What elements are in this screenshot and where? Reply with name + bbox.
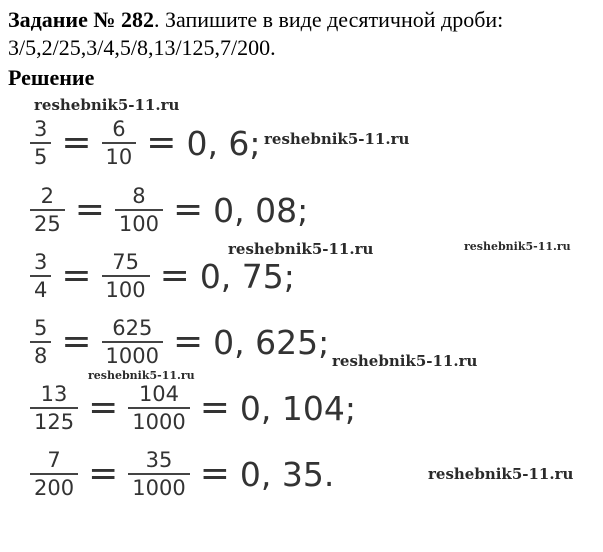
- numerator: 8: [132, 184, 146, 208]
- watermark: reshebnik5-11.ru: [264, 130, 410, 148]
- fraction: [30, 250, 51, 302]
- fraction: [102, 117, 137, 169]
- equals-sign: =: [173, 321, 204, 362]
- equals-sign: =: [61, 321, 92, 362]
- denominator: 1000: [132, 410, 186, 434]
- equals-sign: =: [173, 189, 204, 230]
- fraction: [30, 117, 51, 169]
- task-text: . Запишите в виде десятичной дроби: 3/5,2/25,3/4,5/8,13/125,7/200.: [8, 7, 504, 60]
- equals-sign: =: [61, 255, 92, 296]
- decimal-result: 0, 08;: [213, 190, 309, 230]
- equation-row: [30, 444, 334, 504]
- fraction: [30, 448, 78, 500]
- numerator: 6: [112, 117, 126, 141]
- task-label: Задание № 282: [8, 7, 154, 32]
- fraction: [128, 448, 189, 500]
- decimal-result: 0, 35.: [239, 454, 335, 494]
- watermark: reshebnik5-11.ru: [228, 240, 374, 258]
- equation-row: [30, 378, 356, 438]
- denominator: 1000: [132, 476, 186, 500]
- fraction-bar: [128, 407, 189, 409]
- decimal-result: 0, 625;: [213, 322, 330, 362]
- watermark: reshebnik5-11.ru: [464, 240, 571, 253]
- numerator: 2: [40, 184, 55, 208]
- denominator: 100: [118, 212, 159, 236]
- equals-sign: =: [199, 453, 230, 494]
- solution-heading: Решение: [8, 65, 95, 90]
- equals-sign: =: [88, 387, 119, 428]
- fraction: [128, 382, 189, 434]
- numerator: 5: [34, 316, 48, 340]
- fraction-bar: [102, 341, 163, 343]
- watermark: reshebnik5-11.ru: [88, 369, 195, 382]
- equals-sign: =: [61, 122, 92, 163]
- fraction: [30, 184, 65, 236]
- equation-row: [30, 312, 329, 372]
- equation-row: [30, 180, 308, 240]
- numerator: 3: [34, 250, 48, 274]
- equals-sign: =: [146, 122, 177, 163]
- fraction-bar: [30, 341, 51, 343]
- fraction-bar: [102, 275, 150, 277]
- fraction: [102, 316, 163, 368]
- denominator: 1000: [105, 344, 159, 368]
- denominator: 25: [34, 212, 61, 236]
- denominator: 10: [105, 145, 133, 169]
- fraction: [115, 184, 163, 236]
- equation-row: [30, 246, 295, 306]
- fraction-bar: [128, 473, 189, 475]
- watermark: reshebnik5-11.ru: [332, 352, 478, 370]
- decimal-result: 0, 104;: [239, 388, 356, 428]
- numerator: 3: [34, 117, 48, 141]
- equation-row: [30, 113, 261, 173]
- fraction-bar: [30, 275, 51, 277]
- equals-sign: =: [199, 387, 230, 428]
- watermark: reshebnik5-11.ru: [428, 465, 574, 483]
- denominator: 5: [34, 145, 48, 169]
- equals-sign: =: [74, 189, 105, 230]
- fraction-bar: [30, 407, 78, 409]
- equals-sign: =: [88, 453, 119, 494]
- fraction-bar: [30, 142, 51, 144]
- task-statement: [8, 6, 598, 62]
- fraction-bar: [102, 142, 137, 144]
- denominator: 125: [34, 410, 75, 434]
- denominator: 200: [34, 476, 75, 500]
- equals-sign: =: [159, 255, 190, 296]
- watermark: reshebnik5-11.ru: [34, 96, 180, 114]
- fraction: [30, 382, 78, 434]
- fraction-bar: [30, 209, 65, 211]
- denominator: 4: [34, 278, 48, 302]
- denominator: 8: [34, 344, 48, 368]
- denominator: 100: [105, 278, 146, 302]
- decimal-result: 0, 6;: [186, 123, 261, 163]
- numerator: 625: [112, 316, 153, 340]
- numerator: 104: [138, 382, 180, 406]
- fraction-bar: [115, 209, 163, 211]
- fraction: [30, 316, 51, 368]
- fraction-bar: [30, 473, 78, 475]
- fraction: [102, 250, 150, 302]
- numerator: 7: [47, 448, 61, 472]
- numerator: 75: [112, 250, 139, 274]
- numerator: 35: [145, 448, 173, 472]
- decimal-result: 0, 75;: [199, 256, 295, 296]
- numerator: 13: [40, 382, 68, 406]
